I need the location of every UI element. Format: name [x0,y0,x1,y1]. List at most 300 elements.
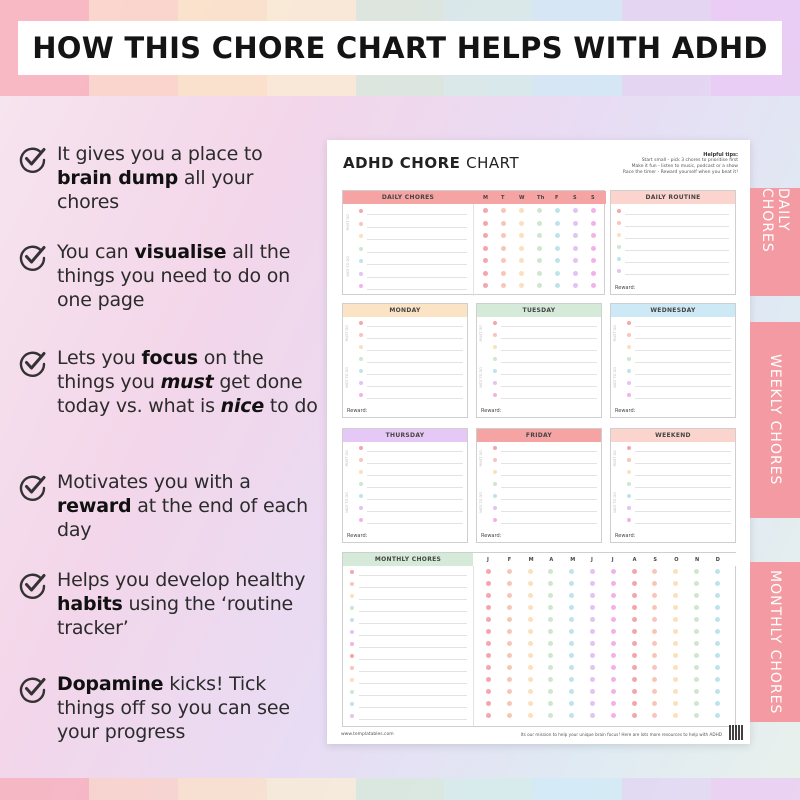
reward-label: Reward: [615,408,636,414]
tracker-dot [519,246,524,251]
tracker-dot [537,233,542,238]
chore-line [367,386,463,387]
chore-bullet [359,458,363,462]
chore-bullet [493,494,497,498]
weekday-title: WEEKEND [655,432,691,439]
tracker-dot [652,581,657,586]
benefit-text [57,672,318,744]
tracker-dot [507,701,512,706]
tracker-dot [483,221,488,226]
month-letter: N [695,557,700,563]
tracker-dot [590,581,595,586]
stripe [356,778,445,800]
stripe [711,778,800,800]
chore-line [501,386,597,387]
weekday-title: FRIDAY [525,432,553,439]
tracker-dot [611,605,616,610]
tracker-dot [611,629,616,634]
tracker-dot [548,605,553,610]
tracker-dot [483,283,488,288]
weekday-title: TUESDAY [522,307,556,314]
tracker-dot [632,713,637,718]
weekday-header [343,304,467,317]
tracker-dot [632,665,637,670]
tracker-dot [507,677,512,682]
tracker-dot [555,258,560,263]
tracker-dot [694,629,699,634]
routine-line [625,250,729,251]
chore-bullet [493,518,497,522]
benefit-text-part: to do [264,395,318,417]
tracker-dot [673,701,678,706]
chore-bullet [350,654,354,658]
tracker-dot [694,641,699,646]
tracker-dot [591,246,596,251]
tracker-dot [483,271,488,276]
chore-line [367,362,463,363]
tracker-dot [548,653,553,658]
chore-line [635,326,731,327]
checkmark-circle-icon [18,570,48,600]
routine-line [625,226,729,227]
benefit-text-part: all the things you need to do on one page [57,241,291,311]
daily-routine-list [611,204,735,294]
weekday-header [611,304,735,317]
tracker-dot [611,569,616,574]
chore-line [367,264,467,265]
stripe [444,778,533,800]
chore-line [635,398,731,399]
tracker-dot [611,617,616,622]
benefit-text-part: It gives you a place to [57,143,263,165]
tracker-dot [548,641,553,646]
tracker-dot [548,713,553,718]
chore-line [635,499,731,500]
tracker-dot [590,677,595,682]
chore-line [501,523,597,524]
chore-line [635,451,731,452]
tracker-dot [715,617,720,622]
chore-line [359,623,467,624]
checkmark-circle-icon [18,674,48,704]
tracker-dot [673,641,678,646]
tracker-dot [611,677,616,682]
tracker-dot [519,271,524,276]
reward-label: Reward: [481,408,502,414]
chore-bullet [350,690,354,694]
must-do-label: MUST DO [479,450,483,467]
tracker-dot [537,271,542,276]
chore-bullet [359,333,363,337]
chore-bullet [493,470,497,474]
chore-line [501,475,597,476]
tracker-dot [528,617,533,622]
tracker-dot [569,689,574,694]
day-letter: S [591,195,595,201]
chore-bullet [627,345,631,349]
tracker-dot [537,221,542,226]
tracker-dot [591,208,596,213]
chore-line [367,239,467,240]
chore-line [359,707,467,708]
tracker-dot [519,233,524,238]
tracker-dot [486,689,491,694]
tracker-dot [694,653,699,658]
chore-line [635,523,731,524]
nice-to-do-label: NICE TO DO [613,492,617,513]
tracker-dot [548,689,553,694]
tracker-dot [501,221,506,226]
reward-label: Reward: [481,533,502,539]
chore-bullet [493,345,497,349]
tracker-dot [715,593,720,598]
weekday-box [342,303,468,418]
benefit-item [18,568,318,640]
tracker-dot [528,569,533,574]
chore-line [501,398,597,399]
chore-line [501,374,597,375]
tracker-dot [673,713,678,718]
chore-line [501,350,597,351]
nice-to-do-label: NICE TO DO [345,492,349,513]
chore-bullet [359,234,363,238]
tracker-dot [507,617,512,622]
weekday-title: MONDAY [389,307,421,314]
benefit-text-part: Motivates you with a [57,471,251,493]
chore-bullet [493,458,497,462]
chore-bullet [627,518,631,522]
month-letter: M [528,557,534,563]
tracker-dot [694,701,699,706]
tracker-dot [652,713,657,718]
tracker-dot [715,713,720,718]
chore-bullet [493,357,497,361]
chore-bullet [359,446,363,450]
tracker-dot [590,665,595,670]
checkmark-circle-icon [18,348,48,378]
routine-bullet [617,257,621,261]
monthly-chores-grid [343,566,735,726]
tracker-dot [694,617,699,622]
tracker-dot [486,581,491,586]
day-letter: S [573,195,577,201]
tracker-dot [507,641,512,646]
month-letter: M [570,557,576,563]
chore-bullet [627,369,631,373]
chore-bullet [359,470,363,474]
tracker-dot [486,665,491,670]
chore-bullet [350,666,354,670]
chore-bullet [493,506,497,510]
tracker-dot [590,701,595,706]
weekday-list [611,442,735,542]
routine-bullet [617,221,621,225]
tracker-dot [569,713,574,718]
tracker-dot [486,617,491,622]
tracker-dot [483,258,488,263]
chore-line [501,451,597,452]
tracker-dot [652,605,657,610]
tracker-dot [673,677,678,682]
chore-line [635,386,731,387]
chore-bullet [493,482,497,486]
tracker-dot [528,689,533,694]
sheet-title-bold: ADHD CHORE [343,154,461,172]
weekday-list [477,317,601,417]
chore-line [367,289,467,290]
daily-routine-box [610,190,736,295]
month-letter: D [715,557,721,563]
tracker-dot [694,713,699,718]
daily-routine-header [611,191,735,204]
tracker-dot [569,605,574,610]
month-letters-header [473,553,737,566]
benefit-emphasis: brain dump [57,167,178,189]
tracker-dot [715,689,720,694]
chore-line [367,277,467,278]
divider [473,204,474,296]
tracker-dot [673,629,678,634]
tracker-dot [694,689,699,694]
chore-line [359,611,467,612]
tracker-dot [591,283,596,288]
tracker-dot [483,233,488,238]
benefit-item [18,142,318,214]
tracker-dot [590,569,595,574]
tracker-dot [632,677,637,682]
tracker-dot [548,593,553,598]
tracker-dot [501,271,506,276]
tracker-dot [715,641,720,646]
tracker-dot [632,605,637,610]
tracker-dot [590,593,595,598]
reward-label: Reward: [347,533,368,539]
tracker-dot [548,617,553,622]
tracker-dot [573,246,578,251]
benefit-emphasis: focus [141,347,198,369]
chore-bullet [350,582,354,586]
tracker-dot [569,653,574,658]
chore-line [367,487,463,488]
chore-line [501,362,597,363]
tracker-dot [652,629,657,634]
tracker-dot [715,629,720,634]
weekday-header [343,429,467,442]
tracker-dot [528,581,533,586]
chore-bullet [627,482,631,486]
tracker-dot [652,665,657,670]
chore-bullet [493,393,497,397]
tracker-dot [694,593,699,598]
routine-line [625,214,729,215]
tracker-dot [632,593,637,598]
chore-bullet [359,345,363,349]
chore-bullet [493,369,497,373]
chore-bullet [359,321,363,325]
tracker-dot [591,221,596,226]
chore-line [367,252,467,253]
reward-label: Reward: [347,408,368,414]
day-letter: M [483,195,489,201]
tracker-dot [673,569,678,574]
must-do-label: MUST DO [345,325,349,342]
tracker-dot [537,258,542,263]
nice-to-do-label: NICE TO DO [479,492,483,513]
month-letter: S [653,557,658,563]
benefit-emphasis: reward [57,495,132,517]
day-letter: F [555,195,559,201]
tracker-dot [632,629,637,634]
chore-line [635,338,731,339]
chore-bullet [627,506,631,510]
chore-line [359,671,467,672]
tracker-dot [528,593,533,598]
tracker-dot [611,689,616,694]
chore-bullet [359,381,363,385]
tracker-dot [528,641,533,646]
tracker-dot [537,246,542,251]
tracker-dot [569,665,574,670]
tracker-dot [611,653,616,658]
month-letter: O [674,557,679,563]
chore-line [635,475,731,476]
chore-line [359,719,467,720]
tracker-dot [519,258,524,263]
tracker-dot [632,689,637,694]
benefit-text-part: get done today vs. what is [57,371,303,417]
tracker-dot [652,653,657,658]
weekday-box [610,428,736,543]
sheet-footer-mission: Its our mission to help your unique brain focus! Here are lots more resources to help with ADHD [520,732,722,737]
chore-bullet [493,446,497,450]
tracker-dot [715,653,720,658]
benefit-item [18,346,318,418]
tracker-dot [632,641,637,646]
chore-line [635,463,731,464]
month-letter: J [487,557,490,563]
tracker-dot [569,581,574,586]
chore-line [635,374,731,375]
tracker-dot [632,569,637,574]
chore-line [367,511,463,512]
chore-bullet [627,381,631,385]
tracker-dot [507,689,512,694]
tracker-dot [573,208,578,213]
tracker-dot [573,233,578,238]
tracker-dot [519,283,524,288]
checkmark-circle-icon [18,472,48,502]
tracker-dot [715,665,720,670]
tip-line: Make it fun - listen to music, podcast or a show [631,164,738,169]
tracker-dot [632,581,637,586]
chore-line [635,487,731,488]
tracker-dot [591,258,596,263]
chore-bullet [350,642,354,646]
tracker-dot [715,701,720,706]
tracker-dot [694,569,699,574]
weekday-list [611,317,735,417]
chore-bullet [627,357,631,361]
tracker-dot [548,569,553,574]
chore-line [359,695,467,696]
chore-bullet [493,333,497,337]
tracker-dot [573,271,578,276]
benefit-text [57,470,318,542]
month-letter: J [591,557,594,563]
chore-line [367,326,463,327]
tracker-dot [519,221,524,226]
chore-bullet [359,222,363,226]
chore-line [367,214,467,215]
tracker-dot [486,641,491,646]
tracker-dot [569,677,574,682]
chore-bullet [350,714,354,718]
benefit-text-part: Lets you [57,347,142,369]
tracker-dot [569,641,574,646]
tracker-dot [652,689,657,694]
tracker-dot [555,233,560,238]
chore-line [501,326,597,327]
chore-bullet [359,393,363,397]
tracker-dot [501,233,506,238]
tracker-dot [501,246,506,251]
benefit-text-part: You can [57,241,135,263]
weekday-header [477,304,601,317]
weekday-list [477,442,601,542]
tracker-dot [548,629,553,634]
tracker-dot [652,593,657,598]
tracker-dot [590,653,595,658]
benefit-item [18,470,318,542]
stripe [0,778,89,800]
tracker-dot [486,629,491,634]
routine-line [625,262,729,263]
side-tab [750,188,800,296]
must-do-label: MUST DO [479,325,483,342]
month-letter: A [549,557,554,563]
tracker-dot [569,569,574,574]
day-letter: T [501,195,505,201]
tracker-dot [611,701,616,706]
daily-days-header [473,191,606,204]
routine-bullet [617,233,621,237]
chore-bullet [350,630,354,634]
chore-line [359,599,467,600]
chore-line [501,511,597,512]
tracker-dot [590,713,595,718]
benefit-text-part: kicks! Tick things off so you can see your progress [57,673,290,743]
chore-line [359,575,467,576]
tracker-dot [486,677,491,682]
tracker-dot [486,713,491,718]
tracker-dot [528,701,533,706]
bottom-color-stripes [0,778,800,800]
tracker-dot [590,629,595,634]
weekday-list [343,442,467,542]
chore-line [501,338,597,339]
chore-line [367,475,463,476]
tracker-dot [611,665,616,670]
chore-bullet [627,321,631,325]
qr-code-icon [729,725,744,740]
weekday-box [476,428,602,543]
tracker-dot [486,593,491,598]
chore-line [501,463,597,464]
tracker-dot [486,701,491,706]
chore-bullet [350,678,354,682]
benefit-emphasis-italic: must [160,371,214,393]
checkmark-circle-icon [18,144,48,174]
